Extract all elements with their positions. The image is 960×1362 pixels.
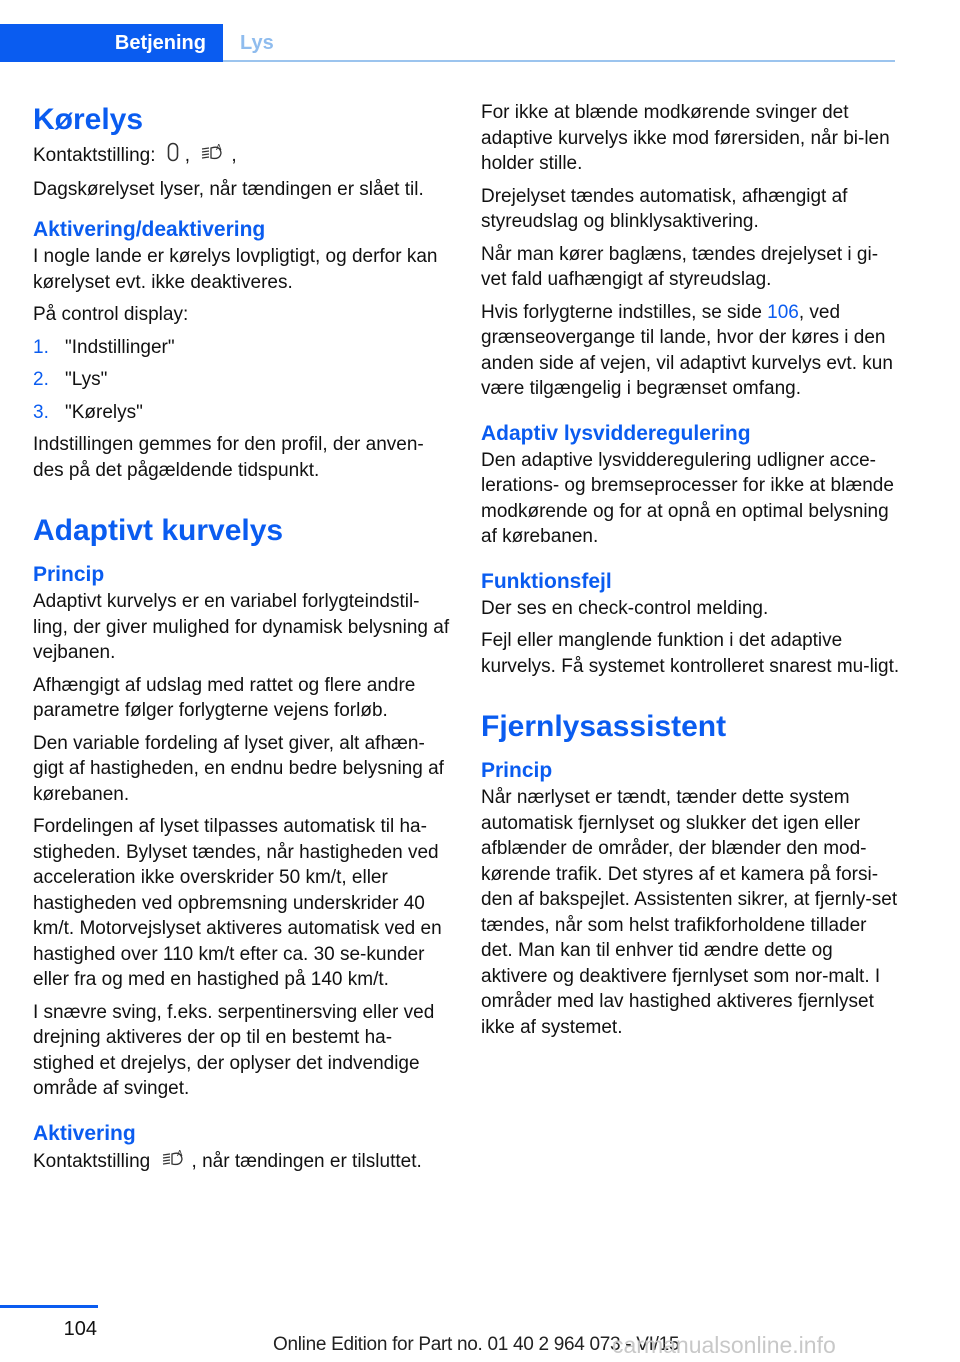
paragraph: I nogle lande er kørelys lovpligtigt, og derfor kan kørelyset evt. ikke deaktiveres. [33, 246, 438, 293]
subsection-title-princip: Princip [33, 563, 105, 586]
paragraph: Den variable fordeling af lyset giver, alt afhæn-gigt af hastigheden, en endnu bedre belysning af kørebanen. [33, 732, 444, 805]
paragraph: I snævre sving, f.eks. serpentinersving eller ved drejning aktiveres der op til en bestemt ha-stighed et drejelys, der oplyser det indvendige område af svinget. [33, 1001, 435, 1099]
subsection-title-aktivering: Aktivering [33, 1121, 136, 1145]
paragraph: Drejelyset tændes automatisk, afhængigt af styreudslag og blinklysaktivering. [481, 185, 848, 232]
paragraph: Dagskørelyset lyser, når tændingen er slået til. [33, 178, 424, 200]
subsection-title-princip: Princip [481, 759, 553, 782]
paragraph: På control display: [33, 304, 189, 325]
edition-text: Online Edition for Part no. 01 40 2 964 073 - VI/15 [273, 1334, 680, 1355]
section-title-fjernlysassistent: Fjernlysassistent [481, 710, 727, 743]
section-title-adaptivt-kurvelys: Adaptivt kurvelys [33, 514, 284, 547]
steps-list [33, 335, 453, 426]
activation-line: Kontaktstilling A , når tændingen er tilsluttet. [33, 1148, 453, 1176]
page-reference-link[interactable]: 106 [767, 301, 799, 323]
paragraph: Når man kører baglæns, tændes drejelyset i gi-vet fald uafhængigt af styreudslag. [481, 243, 879, 290]
list-item: 3. "Kørelys" [33, 401, 143, 423]
footer-rule [0, 1305, 98, 1308]
paragraph: Den adaptive lysvidderegulering udligner acce-lerations- og bremseprocesser for ikke at blænde modkørende og for at opnå en optimal belysning af kørebanen. [481, 449, 894, 547]
list-item: 2. "Lys" [33, 369, 108, 390]
subsection-title-lysvidderegulering: Adaptiv lysvidderegulering [481, 421, 751, 445]
paragraph: Hvis forlygterne indstilles, se side 106, ved grænseovergange til lande, hvor der køres i den anden side af vejen, vil adaptivt kurvelys evt. kun være tilgængelig i begrænset omfang. [481, 301, 893, 399]
paragraph: Der ses en check-control melding. [481, 597, 769, 619]
subsection-title-aktivering-deaktivering: Aktivering/deaktivering [33, 218, 266, 241]
watermark: carmanualsonline.info [612, 1332, 836, 1358]
page-number: 104 [63, 1318, 97, 1340]
subsection-title-funktionsfejl: Funktionsfejl [481, 569, 612, 593]
svg-text:A: A [176, 1148, 182, 1158]
paragraph: Når nærlyset er tændt, tænder dette system automatisk fjernlyset og slukker det igen eller afblænder de områder, der blænder den mod-kørende trafik. Det styres af et kamera på forsi-den af bakspejlet. Assistenten sikrer, at fjernly-set tændes, når som helst trafikforholdene tillader det. Man kan til enhver tid ændre dette og aktivere og deaktivere fjernlyset som nor-malt. I områder med lav hastighed aktiveres fjernlyset ikke af systemet. [481, 787, 898, 1038]
paragraph: Afhængigt af udslag med rattet og flere andre parametre følger forlygterne vejens forløb. [33, 674, 416, 721]
auto-headlight-icon [201, 142, 225, 170]
auto-headlight-icon [162, 1148, 186, 1176]
contact-position-line: Kontaktstilling: , A , [33, 142, 453, 170]
list-item: 1. "Indstillinger" [33, 336, 175, 358]
tab-lys[interactable]: Lys [240, 32, 274, 54]
ignition-off-icon [167, 142, 179, 170]
left-column [33, 100, 453, 1182]
paragraph: Adaptivt kurvelys er en variabel forlygteindstil-ling, der giver mulighed for dynamisk belysning af vejbanen. [33, 591, 450, 663]
contact-position-label: Kontaktstilling: [33, 144, 156, 166]
right-column [481, 100, 901, 1047]
section-title-korelys: Kørelys [33, 103, 144, 136]
paragraph: Fordelingen af lyset tilpasses automatisk til ha-stigheden. Bylyset tændes, når hastigheden ved acceleration ikke overskrider 50 km/t, eller hastigheden ved opbremsning underskrider 40 km/t. Motorvejslyset aktiveres automatisk ved en hastighed over 110 km/t efter ca. 30 se-kunder eller fra og med en hastighed på 140 km/t. [33, 816, 442, 990]
svg-text:A: A [216, 143, 222, 152]
tab-underline [223, 60, 895, 62]
paragraph: Fejl eller manglende funktion i det adaptive kurvelys. Få systemet kontrolleret snarest mu-ligt. [481, 630, 900, 677]
chapter-tab-bar [0, 24, 895, 62]
paragraph: Indstillingen gemmes for den profil, der anven-des på det pågældende tidspunkt. [33, 434, 424, 481]
tab-betjening[interactable]: Betjening [0, 24, 223, 62]
paragraph: For ikke at blænde modkørende svinger det adaptive kurvelys ikke mod førersiden, når bi-len holder stille. [481, 102, 890, 174]
